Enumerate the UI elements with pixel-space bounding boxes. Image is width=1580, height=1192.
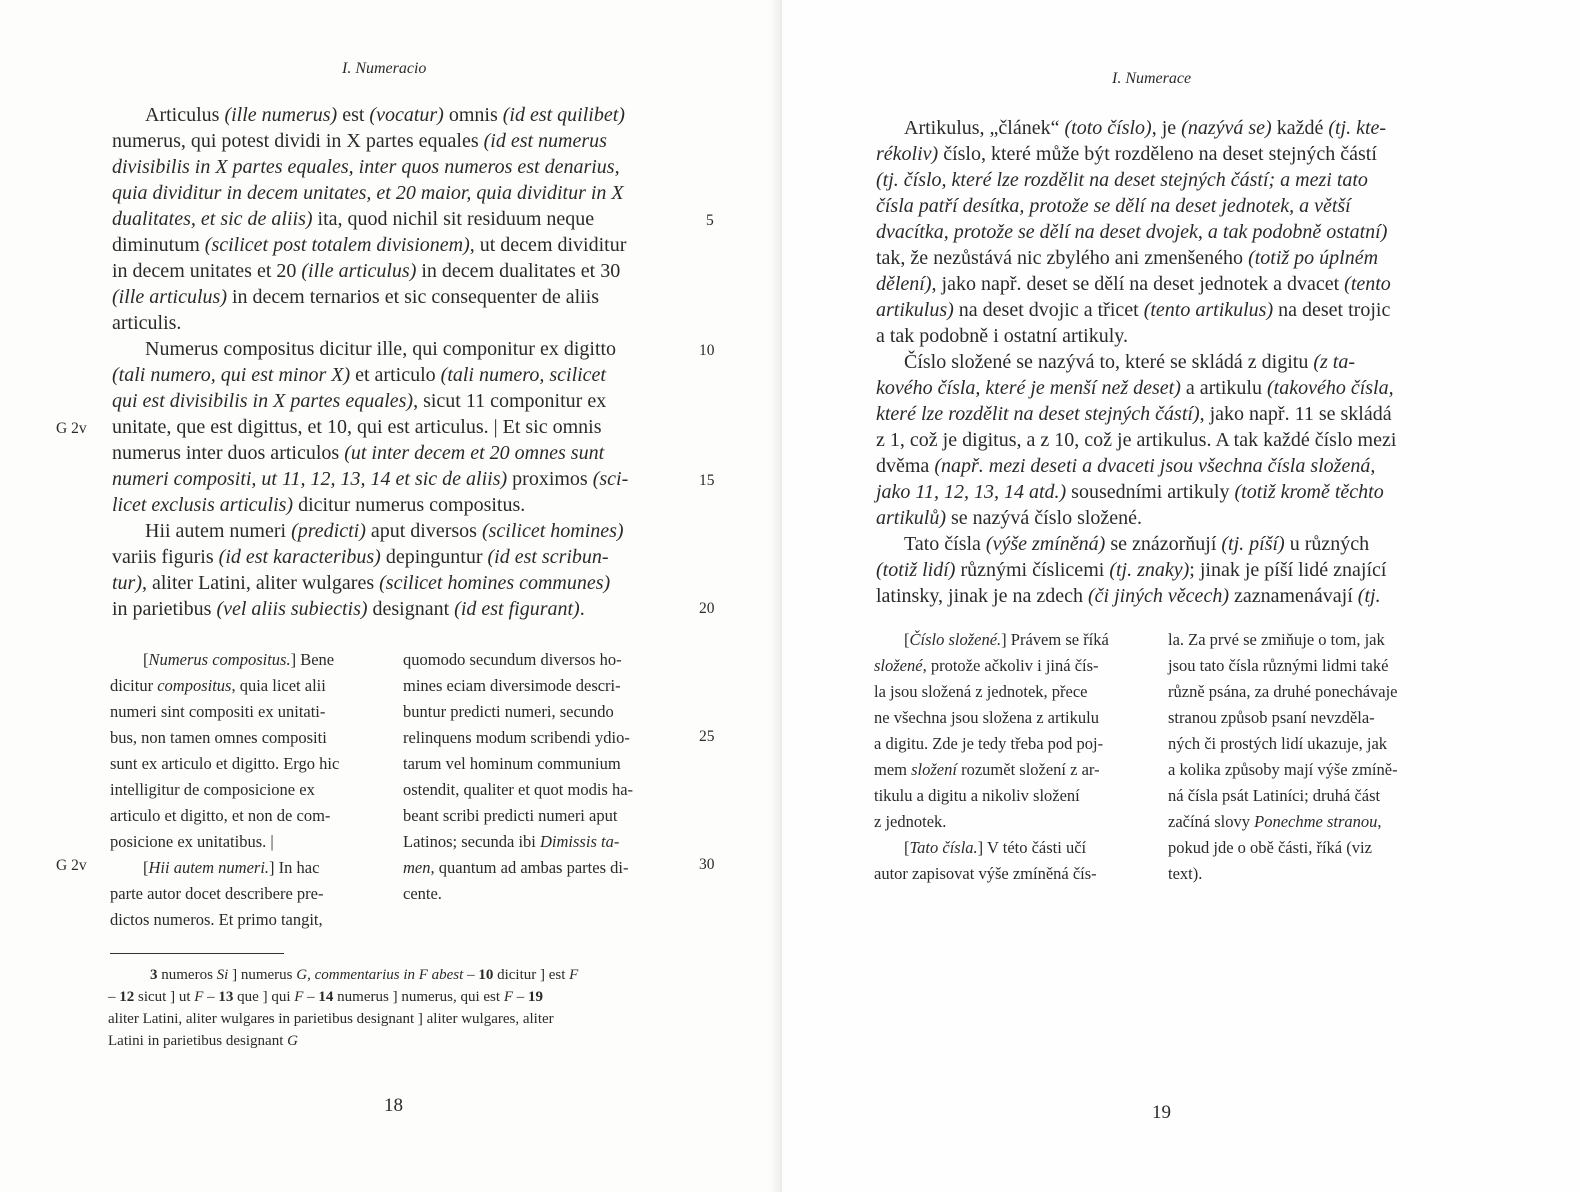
line-number: 15 xyxy=(699,472,715,489)
commentary-line: posicione ex unitatibus. | xyxy=(110,832,274,851)
main-line: Numerus compositus dicitur ille, qui componitur ex digitto xyxy=(145,338,617,360)
commentary-line: různě psána, za druhé ponechávaje xyxy=(1168,682,1398,701)
main-line: (tj. číslo, které lze rozdělit na deset stejných částí; a mezi tato xyxy=(876,169,1368,191)
page-number-left: 18 xyxy=(384,1095,403,1116)
main-line: čísla patří desítka, protože se dělí na deset jednotek, a větší xyxy=(876,195,1351,217)
right-page xyxy=(782,0,1580,1192)
commentary-line: men, quantum ad ambas partes di- xyxy=(403,858,629,877)
main-line: dvacítka, protože se dělí na deset dvojek, a tak podobně ostatní) xyxy=(876,221,1388,243)
commentary-line: složené, protože ačkoliv i jiná čís- xyxy=(874,656,1099,675)
commentary-line: numeri sint compositi ex unitati- xyxy=(110,702,326,721)
commentary-line: tarum vel hominum communium xyxy=(403,754,621,773)
left-running-head: I. Numeracio xyxy=(342,60,427,77)
commentary-line: jsou tato čísla různými lidmi také xyxy=(1168,656,1389,675)
main-line: Tato čísla (výše zmíněná) se znázorňují (tj. píší) u různých xyxy=(904,533,1370,555)
main-line: tur), aliter Latini, aliter wulgares (scilicet homines communes) xyxy=(112,572,611,594)
commentary-line: mines eciam diversimode descri- xyxy=(403,676,621,695)
main-line: dvěma (např. mezi deseti a dvaceti jsou všechna čísla složená, xyxy=(876,455,1376,477)
main-line: dualitates, et sic de aliis) ita, quod nichil sit residuum neque xyxy=(112,208,595,230)
main-line: variis figuris (id est karacteribus) depinguntur (id est scribun- xyxy=(112,546,609,568)
line-number: 25 xyxy=(699,728,715,745)
main-line: které lze rozdělit na deset stejných částí), jako např. 11 se skládá xyxy=(876,403,1392,425)
commentary-line: dictos numeros. Et primo tangit, xyxy=(110,910,323,929)
footnote-line: – 12 sicut ] ut F – 13 que ] qui F – 14 numerus ] numerus, qui est F – 19 xyxy=(108,989,543,1005)
footnote-rule xyxy=(110,953,284,954)
commentary-line: intelligitur de composicione ex xyxy=(110,780,315,799)
main-line: qui est divisibilis in X partes equales), sicut 11 componitur ex xyxy=(112,390,607,412)
commentary-line: a digitu. Zde je tedy třeba pod poj- xyxy=(874,734,1104,753)
main-line: in decem unitates et 20 (ille articulus) in decem dualitates et 30 xyxy=(112,260,621,282)
main-line: Hii autem numeri (predicti) aput diversos (scilicet homines) xyxy=(145,520,624,542)
commentary-line: ná čísla psát Latiníci; druhá část xyxy=(1168,786,1381,805)
main-line: jako 11, 12, 13, 14 atd.) sousedními artikuly (totiž kromě těchto xyxy=(876,481,1384,503)
main-line: (tali numero, qui est minor X) et articulo (tali numero, scilicet xyxy=(112,364,606,386)
main-line: numeri compositi, ut 11, 12, 13, 14 et sic de aliis) proximos (sci- xyxy=(112,468,629,490)
commentary-line: dicitur compositus, quia licet alii xyxy=(110,676,326,695)
main-line: (totiž lidí) různými číslicemi (tj. znaky); jinak je píší lidé znající xyxy=(876,559,1387,581)
main-line: in parietibus (vel aliis subiectis) designant (id est figurant). xyxy=(112,598,585,620)
main-line: tak, že nezůstává nic zbylého ani zmenšeného (totiž po úplném xyxy=(876,247,1379,269)
commentary-line: quomodo secundum diversos ho- xyxy=(403,650,622,669)
page-number-right: 19 xyxy=(1152,1102,1171,1123)
main-line: dělení), jako např. deset se dělí na deset jednotek a dvacet (tento xyxy=(876,273,1391,295)
commentary-line: text). xyxy=(1168,864,1203,883)
commentary-line: ných či prostých lidí ukazuje, jak xyxy=(1168,734,1388,753)
commentary-line: relinquens modum scribendi ydio- xyxy=(403,728,630,747)
main-line: licet exclusis articulis) dicitur numerus compositus. xyxy=(112,494,526,516)
right-running-head: I. Numerace xyxy=(1112,70,1192,87)
main-line: a tak podobně i ostatní artikuly. xyxy=(876,325,1128,347)
commentary-line: [Číslo složené.] Právem se říká xyxy=(904,630,1109,649)
commentary-line: la jsou složená z jednotek, přece xyxy=(874,682,1088,701)
commentary-line: articulo et digitto, et non de com- xyxy=(110,806,331,825)
commentary-line: ne všechna jsou složena z artikulu xyxy=(874,708,1099,727)
commentary-line: [Tato čísla.] V této části učí xyxy=(904,838,1087,857)
commentary-line: stranou způsob psaní nevzděla- xyxy=(1168,708,1375,727)
commentary-line: la. Za prvé se zmiňuje o tom, jak xyxy=(1168,630,1385,649)
main-line: rékoliv) číslo, které může být rozděleno na deset stejných částí xyxy=(876,143,1377,165)
main-line: Číslo složené se nazývá to, které se skládá z digitu (z ta- xyxy=(904,351,1355,373)
commentary-line: autor zapisovat výše zmíněná čís- xyxy=(874,864,1097,883)
commentary-line: Latinos; secunda ibi Dimissis ta- xyxy=(403,832,620,851)
main-line: quia dividitur in decem unitates, et 20 maior, quia dividitur in X xyxy=(112,182,624,204)
commentary-line: tikulu a digitu a nikoliv složení xyxy=(874,786,1080,805)
main-line: kového čísla, které je menší než deset) a artikulu (takového čísla, xyxy=(876,377,1394,399)
main-line: divisibilis in X partes equales, inter quos numeros est denarius, xyxy=(112,156,620,178)
main-line: numerus inter duos articulos (ut inter decem et 20 omnes sunt xyxy=(112,442,605,464)
folio-margin-note: G 2v xyxy=(56,420,87,437)
main-line: (ille articulus) in decem ternarios et sic consequenter de aliis xyxy=(112,286,600,308)
line-number: 10 xyxy=(699,342,715,359)
commentary-line: beant scribi predicti numeri aput xyxy=(403,806,618,825)
main-line: Artikulus, „článek“ (toto číslo), je (nazývá se) každé (tj. kte- xyxy=(904,117,1387,139)
main-line: latinsky, jinak je na zdech (či jiných věcech) zaznamenávají (tj. xyxy=(876,585,1381,607)
commentary-line: pokud jde o obě části, říká (viz xyxy=(1168,838,1372,857)
commentary-line: ostendit, qualiter et quot modis ha- xyxy=(403,780,634,799)
commentary-line: mem složení rozumět složení z ar- xyxy=(874,760,1100,779)
commentary-line: cente. xyxy=(403,884,442,903)
main-line: artikulus) na deset dvojic a třicet (tento artikulus) na deset trojic xyxy=(876,299,1391,321)
commentary-line: z jednotek. xyxy=(874,812,947,831)
main-line: artikulů) se nazývá číslo složené. xyxy=(876,507,1143,529)
main-line: articulis. xyxy=(112,312,182,334)
left-page xyxy=(0,0,782,1192)
commentary-line: začíná slovy Ponechme stranou, xyxy=(1168,812,1382,831)
commentary-line: parte autor docet describere pre- xyxy=(110,884,324,903)
main-line: numerus, qui potest dividi in X partes equales (id est numerus xyxy=(112,130,607,152)
main-line: z 1, což je digitus, a z 10, což je artikulus. A tak každé číslo mezi xyxy=(876,429,1397,451)
main-line: Articulus (ille numerus) est (vocatur) omnis (id est quilibet) xyxy=(145,104,625,126)
commentary-line: a kolika způsoby mají výše zmíně- xyxy=(1168,760,1398,779)
folio-margin-note: G 2v xyxy=(56,857,87,874)
footnote-line: Latini in parietibus designant G xyxy=(108,1033,298,1049)
commentary-line: bus, non tamen omnes compositi xyxy=(110,728,327,747)
line-number: 5 xyxy=(706,212,714,229)
commentary-line: [Hii autem numeri.] In hac xyxy=(143,858,320,877)
main-line: unitate, que est digittus, et 10, qui est articulus. | Et sic omnis xyxy=(112,416,602,438)
commentary-line: sunt ex articulo et digitto. Ergo hic xyxy=(110,754,340,773)
commentary-line: buntur predicti numeri, secundo xyxy=(403,702,614,721)
line-number: 30 xyxy=(699,856,715,873)
footnote-line: 3 numeros Si ] numerus G, commentarius in F abest – 10 dicitur ] est F xyxy=(150,967,579,983)
main-line: diminutum (scilicet post totalem divisionem), ut decem dividitur xyxy=(112,234,627,256)
line-number: 20 xyxy=(699,600,715,617)
commentary-line: [Numerus compositus.] Bene xyxy=(143,650,335,669)
footnote-line: aliter Latini, aliter wulgares in parietibus designant ] aliter wulgares, aliter xyxy=(108,1011,554,1027)
